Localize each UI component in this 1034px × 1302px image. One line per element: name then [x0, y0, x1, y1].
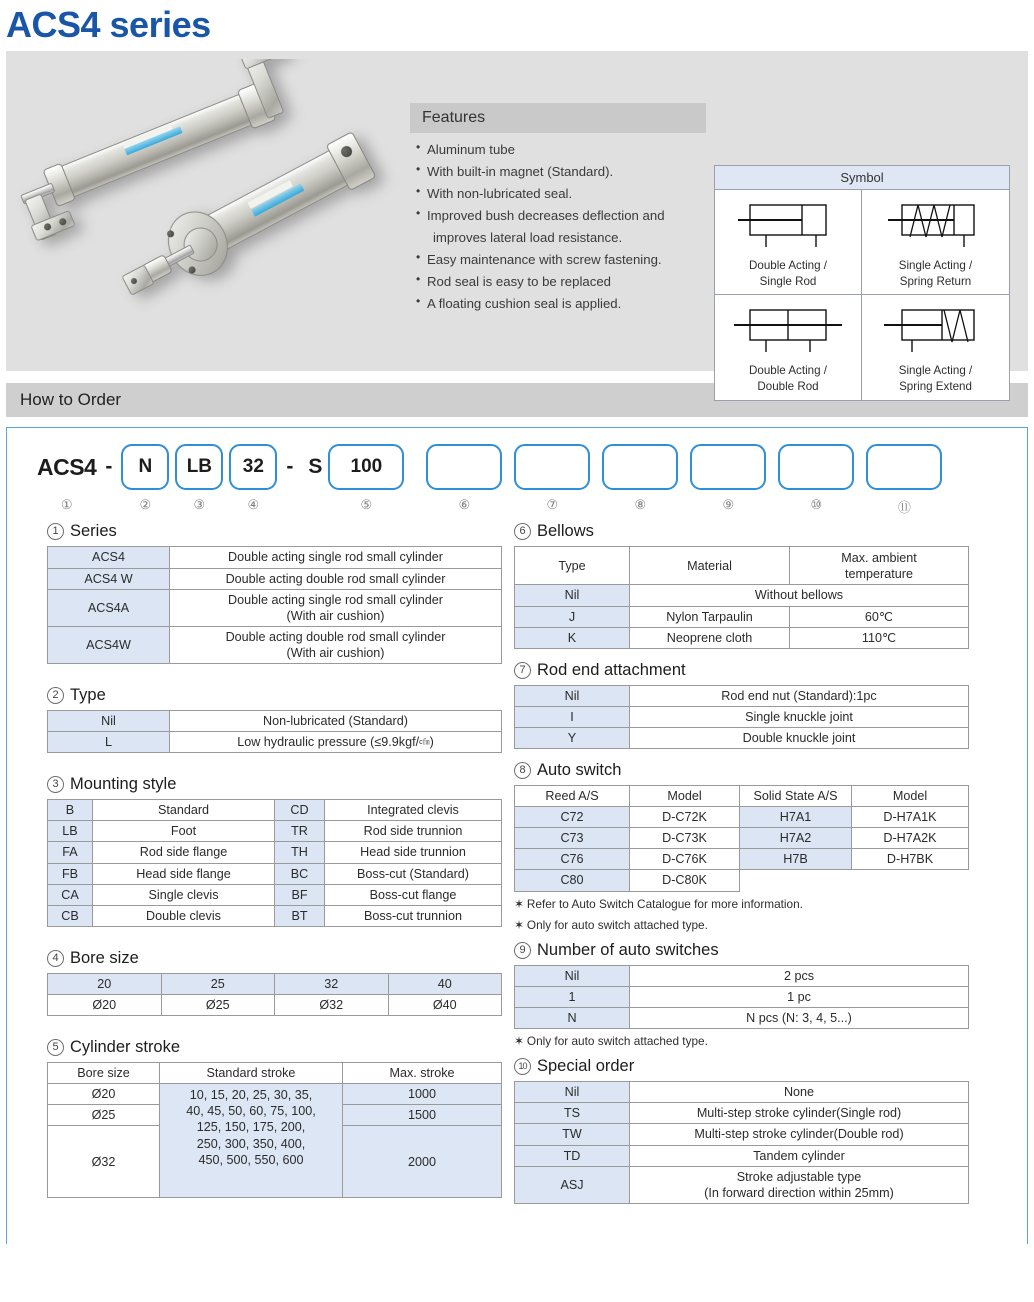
part-number-builder	[7, 444, 1027, 516]
pn-box-stroke[interactable]: 100	[328, 444, 404, 490]
symbol-cell	[862, 295, 1009, 399]
option-index-icon: 6	[514, 523, 531, 540]
table-row	[515, 727, 969, 748]
note-text: Only for auto switch attached type.	[526, 917, 708, 932]
table-row	[48, 821, 502, 842]
mount-desc-2: Boss-cut flange	[325, 884, 502, 905]
as-solid-model: D-H7A2K	[852, 828, 969, 849]
table-row	[48, 973, 502, 994]
symbol-cell	[715, 295, 862, 399]
mount-code-1: B	[48, 800, 93, 821]
symbol-caption-line: Single Rod	[759, 274, 817, 288]
auto-switch-table	[514, 785, 969, 892]
table-row	[48, 732, 502, 753]
pn-index: ⑦	[546, 497, 559, 513]
as-reed: C80	[515, 870, 630, 891]
mount-desc-2: Boss-cut trunnion	[325, 905, 502, 926]
features-block	[410, 103, 706, 314]
note-marker-icon: ✶	[514, 896, 524, 911]
so-desc: None	[630, 1082, 969, 1103]
option-index-icon: 9	[514, 942, 531, 959]
pn-index: ⑨	[722, 497, 735, 513]
as-solid: H7A1	[740, 807, 852, 828]
pn-box-bore[interactable]: 32	[229, 444, 277, 490]
note-marker-icon: ✶	[514, 917, 524, 932]
bellows-header-temp-l2: temperature	[845, 566, 913, 581]
symbol-caption-line: Spring Return	[899, 274, 972, 288]
mount-code-2: TR	[275, 821, 325, 842]
table-row	[515, 986, 969, 1007]
so-code: TS	[515, 1103, 630, 1124]
table-row	[48, 568, 502, 589]
option-index-icon: 8	[514, 762, 531, 779]
pn-box-mounting[interactable]: LB	[175, 444, 223, 490]
feature-item: • Aluminum tube	[416, 139, 706, 161]
option-title-label: Mounting style	[70, 775, 177, 794]
cylinder-double-acting-single-rod-icon	[728, 197, 848, 255]
mount-desc-2: Head side trunnion	[325, 842, 502, 863]
how-to-order-panel	[6, 427, 1028, 1244]
symbol-caption-line: Single Acting /	[898, 364, 973, 378]
bellows-temp: 110℃	[790, 627, 969, 648]
symbol-caption-line: Double Acting /	[749, 259, 827, 273]
pn-slot-8[interactable]	[602, 444, 678, 513]
bore-value: Ø20	[48, 995, 162, 1016]
stroke-line: 125, 150, 175, 200,	[196, 1120, 306, 1135]
pn-series-group	[37, 444, 96, 513]
stroke-line: 40, 45, 50, 60, 75, 100,	[186, 1104, 316, 1119]
type-table	[47, 710, 502, 753]
rod-end-desc: Single knuckle joint	[630, 706, 969, 727]
pn-index: ①	[60, 497, 73, 513]
table-row	[515, 849, 969, 870]
options-column-right	[504, 522, 1004, 1203]
stroke-max: 1500	[343, 1105, 502, 1126]
stroke-max: 2000	[343, 1126, 502, 1198]
option-index-icon: 7	[514, 662, 531, 679]
so-desc-l1: Stroke adjustable type	[736, 1169, 862, 1184]
mount-code-1: FA	[48, 842, 93, 863]
bellows-material: Without bellows	[630, 585, 969, 606]
as-header: Model	[630, 786, 740, 807]
stroke-bore: Ø32	[48, 1126, 160, 1198]
table-row	[48, 995, 502, 1016]
page-title: ACS4 series	[6, 4, 211, 45]
table-row	[515, 706, 969, 727]
bellows-header-temp	[790, 547, 969, 585]
bellows-header-material: Material	[630, 547, 790, 585]
table-row	[48, 1084, 502, 1105]
series-desc-l1: Double acting double rod small cylinder	[225, 629, 446, 644]
mount-desc-1: Double clevis	[93, 905, 275, 926]
pn-series-prefix: ACS4	[37, 454, 97, 481]
stroke-line: 250, 300, 350, 400,	[196, 1136, 306, 1151]
option-index-icon: 3	[47, 776, 64, 793]
mount-code-1: CA	[48, 884, 93, 905]
feature-item: • With built-in magnet (Standard).	[416, 161, 706, 183]
bore-code: 25	[161, 973, 275, 994]
stroke-bore: Ø25	[48, 1105, 160, 1126]
rod-end-code: Nil	[515, 685, 630, 706]
option-title-bellows	[514, 522, 1004, 541]
mount-desc-2: Rod side trunnion	[325, 821, 502, 842]
pn-box-type[interactable]: N	[121, 444, 169, 490]
series-desc-l1: Double acting single rod small cylinder	[228, 592, 443, 607]
series-desc-l2: (With air cushion)	[286, 645, 385, 660]
symbol-caption-line: Double Rod	[757, 379, 819, 393]
as-solid: H7A2	[740, 828, 852, 849]
option-title-label: Cylinder stroke	[70, 1038, 181, 1057]
type-desc: Non-lubricated (Standard)	[170, 711, 502, 732]
table-row	[515, 1166, 969, 1203]
stroke-header: Standard stroke	[160, 1063, 343, 1084]
table-row	[515, 1082, 969, 1103]
note-text: Refer to Auto Switch Catalogue for more information.	[526, 896, 803, 911]
table-row	[48, 800, 502, 821]
as-header: Reed A/S	[515, 786, 630, 807]
bellows-material: Nylon Tarpaulin	[630, 606, 790, 627]
pn-slot-4[interactable]	[229, 444, 277, 513]
as-header: Model	[852, 786, 969, 807]
table-row	[515, 965, 969, 986]
pn-box-auto-switch[interactable]	[602, 444, 678, 490]
pn-box-extra[interactable]	[866, 444, 942, 490]
mount-desc-1: Rod side flange	[93, 842, 275, 863]
pn-box-switch-count[interactable]	[690, 444, 766, 490]
bellows-temp: 60℃	[790, 606, 969, 627]
so-code: TW	[515, 1124, 630, 1145]
pn-slot-6[interactable]	[426, 444, 502, 513]
mount-code-1: FB	[48, 863, 93, 884]
series-table	[47, 546, 502, 664]
option-title-type	[47, 686, 504, 705]
table-row	[48, 905, 502, 926]
as-reed: C76	[515, 849, 630, 870]
series-code: ACS4 W	[48, 568, 170, 589]
option-index-icon: 2	[47, 687, 64, 704]
features-heading: Features	[410, 103, 706, 133]
option-title-auto-switch	[514, 761, 1004, 780]
stroke-line: 450, 500, 550, 600	[198, 1152, 304, 1167]
table-row	[515, 627, 969, 648]
pn-dash-1: -	[105, 455, 113, 479]
option-title-label: Bellows	[537, 522, 594, 541]
option-title-label: Number of auto switches	[537, 940, 719, 959]
table-row	[515, 786, 969, 807]
option-title-label: Auto switch	[537, 761, 622, 780]
stroke-standard-list	[160, 1084, 343, 1198]
feature-item: • Easy maintenance with screw fastening.	[416, 249, 706, 271]
feature-item: • A floating cushion seal is applied.	[416, 293, 706, 315]
type-desc-main: Low hydraulic pressure (≤9.9kgf/	[237, 735, 420, 750]
series-desc	[170, 589, 502, 626]
table-row	[48, 842, 502, 863]
option-index-icon: 4	[47, 950, 64, 967]
table-row	[515, 585, 969, 606]
so-desc-l2: (In forward direction within 25mm)	[704, 1185, 894, 1200]
as-reed-model: D-C72K	[630, 807, 740, 828]
pn-box-special-order[interactable]	[778, 444, 854, 490]
table-row	[515, 1008, 969, 1029]
feature-item-continuation: improves lateral load resistance.	[433, 230, 623, 246]
feature-item: • Rod seal is easy to be replaced	[416, 271, 706, 293]
so-desc: Multi-step stroke cylinder(Double rod)	[630, 1124, 969, 1145]
mount-desc-2: Boss-cut (Standard)	[325, 863, 502, 884]
note-marker-icon: ✶	[514, 1034, 524, 1049]
mounting-style-table	[47, 799, 502, 927]
mount-code-2: BT	[275, 905, 325, 926]
pn-slot-2[interactable]	[121, 444, 169, 513]
pn-index: ⑥	[458, 497, 471, 513]
pn-slot-9[interactable]	[690, 444, 766, 513]
pn-index: ④	[247, 497, 260, 513]
option-title-number-of-auto-switches	[514, 941, 1004, 960]
nas-code: N	[515, 1008, 630, 1029]
so-desc: Tandem cylinder	[630, 1145, 969, 1166]
mount-desc-2: Integrated clevis	[325, 800, 502, 821]
series-desc: Double acting double rod small cylinder	[170, 568, 502, 589]
pn-index: ⑧	[634, 497, 647, 513]
bellows-header-type: Type	[515, 547, 630, 585]
table-row	[48, 711, 502, 732]
table-row	[515, 1103, 969, 1124]
as-reed-model: D-C80K	[630, 870, 740, 891]
pn-index: ②	[139, 497, 152, 513]
pn-slot-11[interactable]	[866, 444, 942, 516]
so-code: Nil	[515, 1082, 630, 1103]
table-row	[515, 870, 969, 891]
option-title-series	[47, 522, 504, 541]
symbol-cell	[715, 190, 862, 295]
series-desc: Double acting single rod small cylinder	[170, 547, 502, 568]
bellows-table	[514, 546, 969, 648]
as-reed-model: D-C76K	[630, 849, 740, 870]
as-reed-model: D-C73K	[630, 828, 740, 849]
so-desc: Multi-step stroke cylinder(Single rod)	[630, 1103, 969, 1124]
options-column-left	[7, 522, 504, 1203]
pn-stroke-literal: S	[308, 455, 323, 479]
series-desc	[170, 626, 502, 663]
symbol-table	[714, 165, 1010, 400]
table-row	[515, 828, 969, 849]
bore-code: 40	[388, 973, 502, 994]
mount-code-2: BC	[275, 863, 325, 884]
mount-code-2: TH	[275, 842, 325, 863]
stroke-bore: Ø20	[48, 1084, 160, 1105]
bore-code: 32	[275, 973, 389, 994]
option-index-icon: 5	[47, 1039, 64, 1056]
auto-switch-note-1	[514, 896, 1004, 913]
feature-item: • With non-lubricated seal.	[416, 183, 706, 205]
option-title-label: Rod end attachment	[537, 660, 686, 679]
option-title-special-order	[514, 1057, 1004, 1076]
nas-desc: 2 pcs	[630, 965, 969, 986]
pn-index: ⑩	[810, 497, 823, 513]
series-code: ACS4A	[48, 589, 170, 626]
mount-desc-1: Standard	[93, 800, 275, 821]
pn-index: ③	[193, 497, 206, 513]
feature-item: • Improved bush decreases deflection and	[416, 205, 706, 227]
table-row	[48, 1063, 502, 1084]
special-order-table	[514, 1081, 969, 1204]
cylinder-single-acting-spring-extend-icon	[876, 302, 996, 360]
table-row	[48, 589, 502, 626]
as-empty-cell	[852, 870, 969, 891]
table-row	[48, 626, 502, 663]
bellows-code: K	[515, 627, 630, 648]
series-code: ACS4W	[48, 626, 170, 663]
bore-value: Ø40	[388, 995, 502, 1016]
pn-slot-7[interactable]	[514, 444, 590, 513]
table-row	[48, 884, 502, 905]
hero-banner	[6, 51, 1028, 393]
pn-index: ⑪	[897, 500, 911, 516]
as-empty-cell	[740, 870, 852, 891]
pn-slot-10[interactable]	[778, 444, 854, 513]
type-desc	[170, 732, 502, 753]
nas-desc: N pcs (N: 3, 4, 5...)	[630, 1008, 969, 1029]
table-row	[515, 547, 969, 585]
mount-desc-1: Head side flange	[93, 863, 275, 884]
type-code: Nil	[48, 711, 170, 732]
as-solid-model: D-H7A1K	[852, 807, 969, 828]
so-desc	[630, 1166, 969, 1203]
rod-end-code: Y	[515, 727, 630, 748]
option-title-label: Special order	[537, 1057, 635, 1076]
as-header: Solid State A/S	[740, 786, 852, 807]
mount-code-2: BF	[275, 884, 325, 905]
table-row	[48, 547, 502, 568]
pn-slot-5[interactable]	[328, 444, 404, 513]
mount-desc-1: Foot	[93, 821, 275, 842]
table-row	[515, 1145, 969, 1166]
rod-end-table	[514, 685, 969, 749]
product-photo	[6, 59, 406, 329]
stroke-header: Bore size	[48, 1063, 160, 1084]
table-row	[515, 807, 969, 828]
bore-size-table	[47, 973, 502, 1016]
symbol-caption-line: Double Acting /	[749, 364, 827, 378]
table-row	[515, 685, 969, 706]
section-banner-how-to-order: How to Order	[6, 383, 1028, 417]
rod-end-desc: Double knuckle joint	[630, 727, 969, 748]
type-desc-unit: c㎙	[419, 739, 430, 747]
cylinder-double-acting-double-rod-icon	[728, 302, 848, 360]
series-desc-l2: (With air cushion)	[286, 608, 385, 623]
features-list	[410, 139, 706, 314]
bore-code: 20	[48, 973, 162, 994]
rod-end-code: I	[515, 706, 630, 727]
bellows-code: J	[515, 606, 630, 627]
pn-slot-3[interactable]	[175, 444, 223, 513]
option-title-cylinder-stroke	[47, 1038, 504, 1057]
cylinder-stroke-table	[47, 1062, 502, 1198]
as-reed: C72	[515, 807, 630, 828]
pn-box-bellows[interactable]	[426, 444, 502, 490]
as-solid-model: D-H7BK	[852, 849, 969, 870]
option-title-bore-size	[47, 949, 504, 968]
symbol-cell	[862, 190, 1009, 295]
so-code: TD	[515, 1145, 630, 1166]
as-reed: C73	[515, 828, 630, 849]
stroke-line: 10, 15, 20, 25, 30, 35,	[189, 1088, 313, 1103]
table-row	[515, 1124, 969, 1145]
stroke-header: Max. stroke	[343, 1063, 502, 1084]
option-title-label: Type	[70, 686, 106, 705]
nas-code: Nil	[515, 965, 630, 986]
note-text: Only for auto switch attached type.	[526, 1034, 708, 1049]
nas-desc: 1 pc	[630, 986, 969, 1007]
option-title-rod-end-attachment	[514, 661, 1004, 680]
bellows-material: Neoprene cloth	[630, 627, 790, 648]
pn-dash-2: -	[286, 455, 294, 479]
number-of-auto-switches-table	[514, 965, 969, 1029]
mount-desc-1: Single clevis	[93, 884, 275, 905]
type-desc-tail: )	[429, 735, 434, 750]
bore-value: Ø32	[275, 995, 389, 1016]
number-of-auto-switches-note	[514, 1033, 1004, 1050]
symbol-table-heading: Symbol	[715, 166, 1009, 190]
pn-index: ⑤	[360, 497, 373, 513]
option-title-label: Bore size	[70, 948, 139, 967]
symbol-caption-line: Single Acting /	[898, 259, 973, 273]
table-row	[48, 863, 502, 884]
option-index-icon: 1	[47, 523, 64, 540]
bellows-code: Nil	[515, 585, 630, 606]
as-solid: H7B	[740, 849, 852, 870]
mount-code-1: CB	[48, 905, 93, 926]
series-code: ACS4	[48, 547, 170, 568]
rod-end-desc: Rod end nut (Standard):1pc	[630, 685, 969, 706]
table-row	[515, 606, 969, 627]
mount-code-2: CD	[275, 800, 325, 821]
so-code: ASJ	[515, 1166, 630, 1203]
mount-code-1: LB	[48, 821, 93, 842]
option-title-label: Series	[70, 522, 117, 541]
option-title-mounting-style	[47, 775, 504, 794]
bore-value: Ø25	[161, 995, 275, 1016]
stroke-max: 1000	[343, 1084, 502, 1105]
option-index-icon: 10	[514, 1058, 531, 1075]
pn-box-rod-end[interactable]	[514, 444, 590, 490]
symbol-caption-line: Spring Extend	[899, 379, 972, 393]
auto-switch-note-2	[514, 917, 1004, 934]
bellows-header-temp-l1: Max. ambient	[841, 550, 917, 565]
type-code: L	[48, 732, 170, 753]
nas-code: 1	[515, 986, 630, 1007]
cylinder-single-acting-spring-return-icon	[876, 197, 996, 255]
